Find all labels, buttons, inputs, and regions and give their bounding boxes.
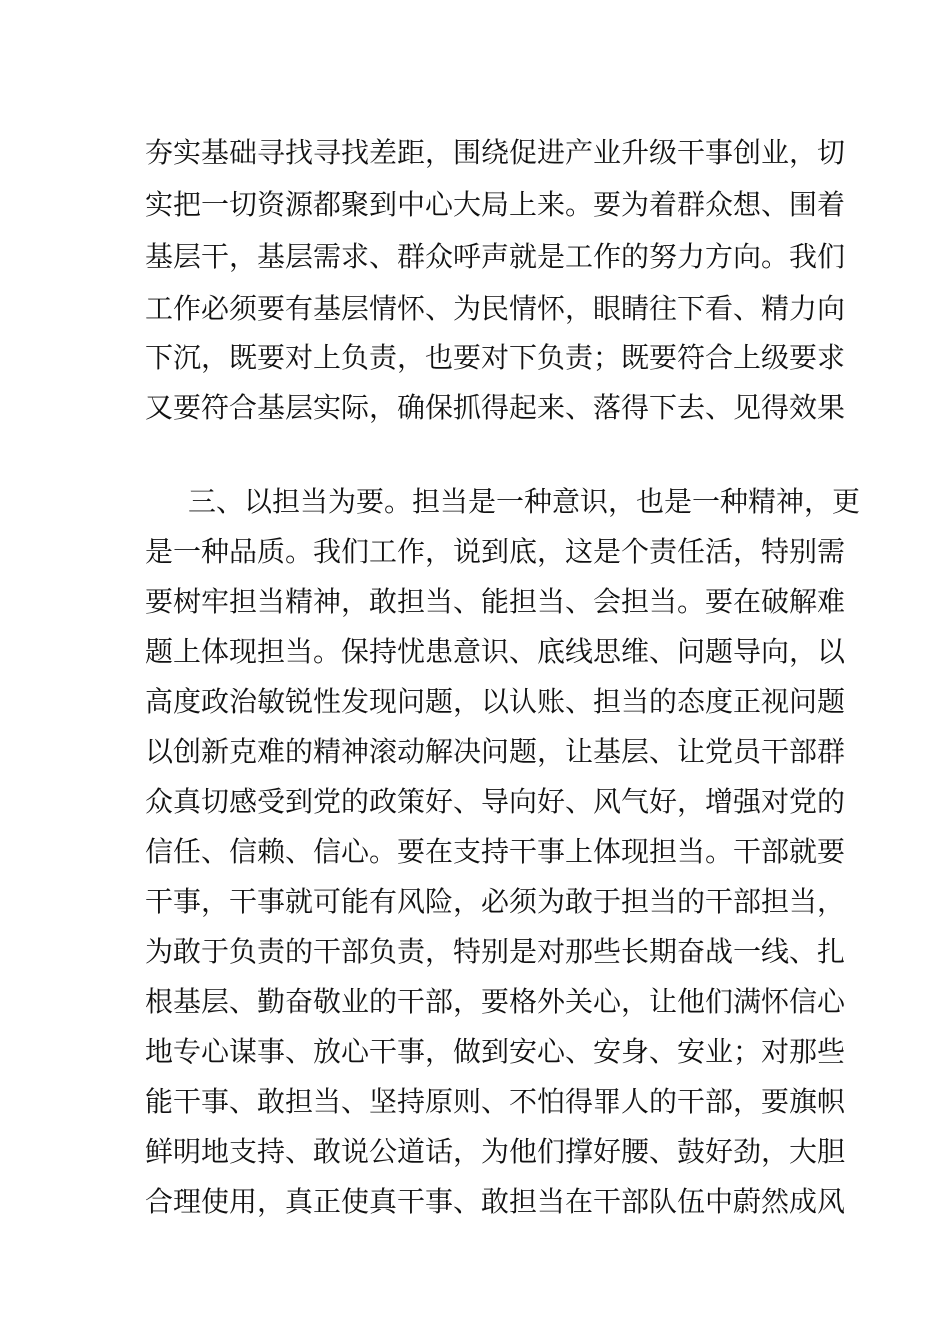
paragraph-line: 鲜明地支持、敢说公道话，为他们撑好腰、鼓好劲，大胆 [145,1135,846,1168]
paragraph-line: 为敢于负责的干部负责，特别是对那些长期奋战一线、扎 [145,935,846,968]
paragraph-line: 工作必须要有基层情怀、为民情怀，眼睛往下看、精力向 [145,292,846,325]
paragraph-line: 基层干，基层需求、群众呼声就是工作的努力方向。我们 [145,240,846,273]
paragraph-line: 题上体现担当。保持忧患意识、底线思维、问题导向，以 [145,635,846,668]
paragraph-line: 众真切感受到党的政策好、导向好、风气好，增强对党的 [145,785,846,818]
paragraph-line: 实把一切资源都聚到中心大局上来。要为着群众想、围着 [145,188,846,221]
paragraph-line: 根基层、勤奋敬业的干部，要格外关心，让他们满怀信心 [145,985,846,1018]
paragraph-line: 干事，干事就可能有风险，必须为敢于担当的干部担当， [145,885,846,918]
paragraph-line: 高度政治敏锐性发现问题，以认账、担当的态度正视问题 [145,685,846,718]
paragraph-line: 合理使用，真正使真干事、敢担当在干部队伍中蔚然成风 [145,1185,846,1218]
paragraph-line: 又要符合基层实际，确保抓得起来、落得下去、见得效果 [145,391,846,424]
paragraph-line: 能干事、敢担当、坚持原则、不怕得罪人的干部，要旗帜 [145,1085,846,1118]
paragraph-line: 信任、信赖、信心。要在支持干事上体现担当。干部就要 [145,835,846,868]
paragraph-line: 夯实基础寻找寻找差距，围绕促进产业升级干事创业，切 [145,136,846,169]
paragraph-line: 三、以担当为要。担当是一种意识，也是一种精神，更 [188,485,861,518]
paragraph-line: 是一种品质。我们工作，说到底，这是个责任活，特别需 [145,535,846,568]
paragraph-line: 下沉，既要对上负责，也要对下负责；既要符合上级要求 [145,341,846,374]
paragraph-line: 以创新克难的精神滚动解决问题，让基层、让党员干部群 [145,735,846,768]
paragraph-line: 要树牢担当精神，敢担当、能担当、会担当。要在破解难 [145,585,846,618]
paragraph-line: 地专心谋事、放心干事，做到安心、安身、安业；对那些 [145,1035,846,1068]
